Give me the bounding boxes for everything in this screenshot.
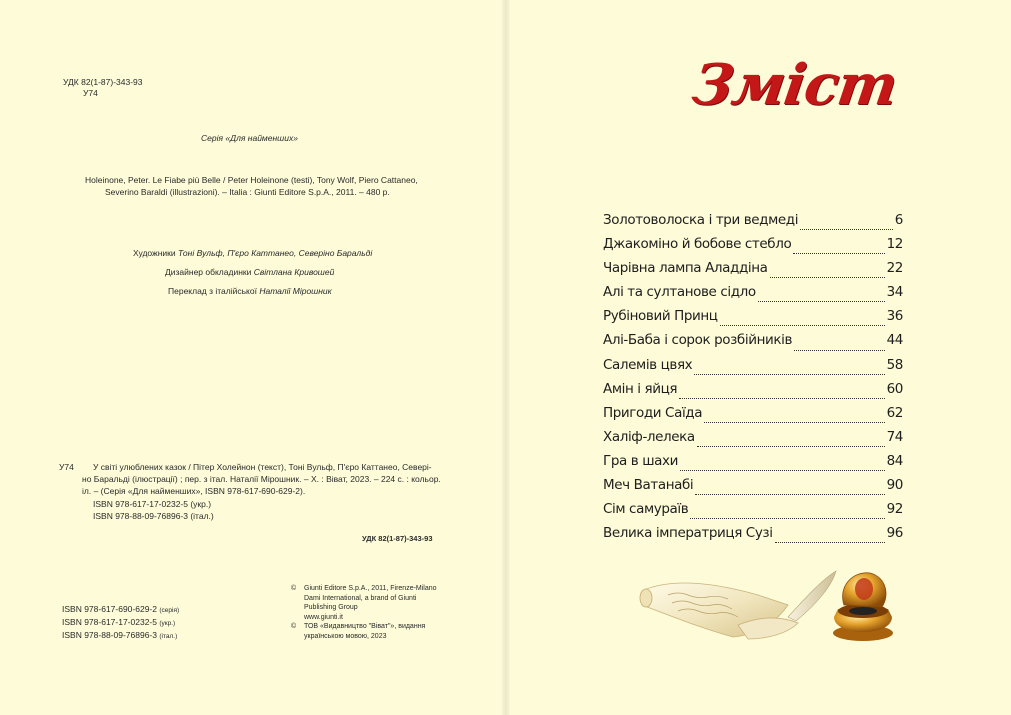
toc-entry — [603, 236, 903, 260]
series-line: Серія «Для найменших» — [201, 133, 298, 143]
copyright-giunti-l2: Dami International, a brand of Giunti — [304, 594, 417, 602]
toc-entry-page: 22 — [886, 260, 903, 277]
toc-entry-page: 92 — [886, 501, 903, 518]
toc-leader-dots — [800, 229, 893, 230]
toc-entry-page: 96 — [886, 525, 903, 542]
biblio-isbn-it: ISBN 978-88-09-76896-3 (італ.) — [93, 511, 214, 521]
toc-entry-page: 44 — [886, 332, 903, 349]
toc-leader-dots — [679, 398, 884, 399]
isbn-series: ISBN 978-617-690-629-2 (серія) — [62, 604, 180, 614]
udk-bottom: УДК 82(1-87)-343-93 — [362, 534, 433, 543]
copyright-vivat-l1: ТОВ «Видавництво "Віват"», видання — [304, 623, 426, 630]
toc-entry-page: 34 — [886, 284, 903, 301]
biblio-line1: У світі улюблених казок / Пітер Холейнон (текст), Тоні Вульф, П'єро Каттанео, Севері- — [93, 462, 432, 472]
toc-leader-dots — [770, 277, 885, 278]
toc-leader-dots — [794, 350, 885, 351]
inkwell-icon — [833, 573, 893, 641]
toc-entry-title: Гра в шахи — [603, 452, 679, 469]
toc-entry — [603, 284, 903, 308]
original-edition-line1: Holeinone, Peter. Le Fiabe più Belle / Peter Holeinone (testi), Tony Wolf, Piero Cattaneo, — [85, 175, 418, 185]
copyright-giunti-l3: Publishing Group — [304, 604, 358, 611]
copyright-vivat-l2: українською мовою, 2023 — [304, 632, 387, 640]
contents-title: Зміст — [688, 52, 901, 118]
toc-entry-page: 74 — [886, 428, 903, 445]
isbn-it: ISBN 978-88-09-76896-3 (італ.) — [62, 630, 178, 640]
toc-entry — [603, 405, 903, 429]
copyright-vivat-symbol: © — [291, 623, 297, 630]
toc-entry-title: Алі та султанове сідло — [603, 284, 756, 301]
biblio-isbn-ukr: ISBN 978-617-17-0232-5 (укр.) — [93, 499, 212, 509]
toc-entry-title: Золотоволоска і три ведмеді — [603, 212, 799, 228]
toc-entry — [603, 453, 903, 477]
toc-entry-page: 36 — [886, 308, 903, 325]
copyright-giunti-symbol: © — [291, 585, 297, 592]
toc-leader-dots — [775, 542, 885, 543]
original-edition-line2: Severino Baraldi (illustrazioni). – Italia : Giunti Editore S.p.A., 2011. – 480 p. — [105, 187, 390, 197]
toc-entry-title: Амін і яйця — [603, 380, 678, 397]
toc-entry-title: Велика імператриця Сузі — [603, 525, 773, 542]
toc-entry — [603, 501, 903, 525]
artists-credit: Художники Тоні Вульф, П'єро Каттанео, Северіно Баральді — [133, 248, 373, 258]
left-page — [0, 0, 505, 715]
toc-entry-title: Халіф-лелека — [603, 428, 695, 445]
toc-leader-dots — [793, 253, 884, 254]
toc-entry-page: 60 — [886, 380, 903, 397]
toc-entry-page: 6 — [894, 212, 903, 228]
toc-leader-dots — [680, 470, 885, 471]
toc-entry-page: 12 — [886, 236, 903, 253]
toc-leader-dots — [690, 518, 884, 519]
toc-leader-dots — [720, 325, 885, 326]
isbn-ukr: ISBN 978-617-17-0232-5 (укр.) — [62, 617, 176, 627]
toc-leader-dots — [695, 494, 884, 495]
toc-entry-page: 90 — [886, 477, 903, 494]
toc-entry — [603, 212, 903, 236]
toc-entry-title: Чарівна лампа Аладдіна — [603, 260, 768, 277]
toc-leader-dots — [758, 301, 885, 302]
toc-leader-dots — [694, 374, 884, 375]
toc-entry-title: Салемів цвях — [603, 356, 693, 373]
toc-entry — [603, 477, 903, 501]
toc-entry-title: Пригоди Саїда — [603, 404, 703, 421]
udk-top: УДК 82(1-87)-343-93 — [63, 77, 143, 87]
toc-entry-page: 58 — [886, 356, 903, 373]
biblio-line3: іл. – (Серія «Для найменших», ISBN 978-617-690-629-2). — [82, 486, 306, 496]
scroll-icon — [640, 583, 798, 639]
quill-icon — [788, 571, 836, 621]
code-top: У74 — [83, 88, 98, 98]
toc-entry-page: 84 — [886, 452, 903, 469]
scroll-and-inkwell-illustration — [638, 565, 900, 643]
toc-entry-title: Рубіновий Принц — [603, 308, 718, 325]
toc-leader-dots — [697, 446, 885, 447]
toc-entry-title: Джакоміно й бобове стебло — [603, 236, 792, 253]
biblio-line2: но Баральді (ілюстрації) ; пер. з італ. Наталії Мірошник. – Х. : Віват, 2023. – 224 с. : кольор. — [82, 474, 441, 484]
table-of-contents — [603, 212, 903, 549]
toc-entry — [603, 332, 903, 356]
copyright-giunti-url: www.giunti.it — [304, 613, 343, 621]
translator-credit: Переклад з італійської Наталії Мірошник — [168, 286, 332, 296]
toc-entry — [603, 357, 903, 381]
toc-entry-page: 62 — [886, 404, 903, 421]
cover-designer-credit: Дизайнер обкладинки Світлана Кривошей — [165, 267, 335, 277]
toc-entry — [603, 308, 903, 332]
copyright-giunti-l1: Giunti Editore S.p.A., 2011, Firenze-Milano — [304, 585, 437, 592]
toc-entry-title: Алі-Баба і сорок розбійників — [603, 332, 793, 349]
toc-leader-dots — [704, 422, 885, 423]
toc-entry — [603, 260, 903, 284]
toc-entry-title: Сім самураїв — [603, 501, 689, 518]
toc-entry-title: Меч Ватанабі — [603, 477, 694, 494]
toc-entry — [603, 525, 903, 549]
biblio-code: У74 — [59, 462, 74, 472]
toc-entry — [603, 429, 903, 453]
toc-entry — [603, 381, 903, 405]
